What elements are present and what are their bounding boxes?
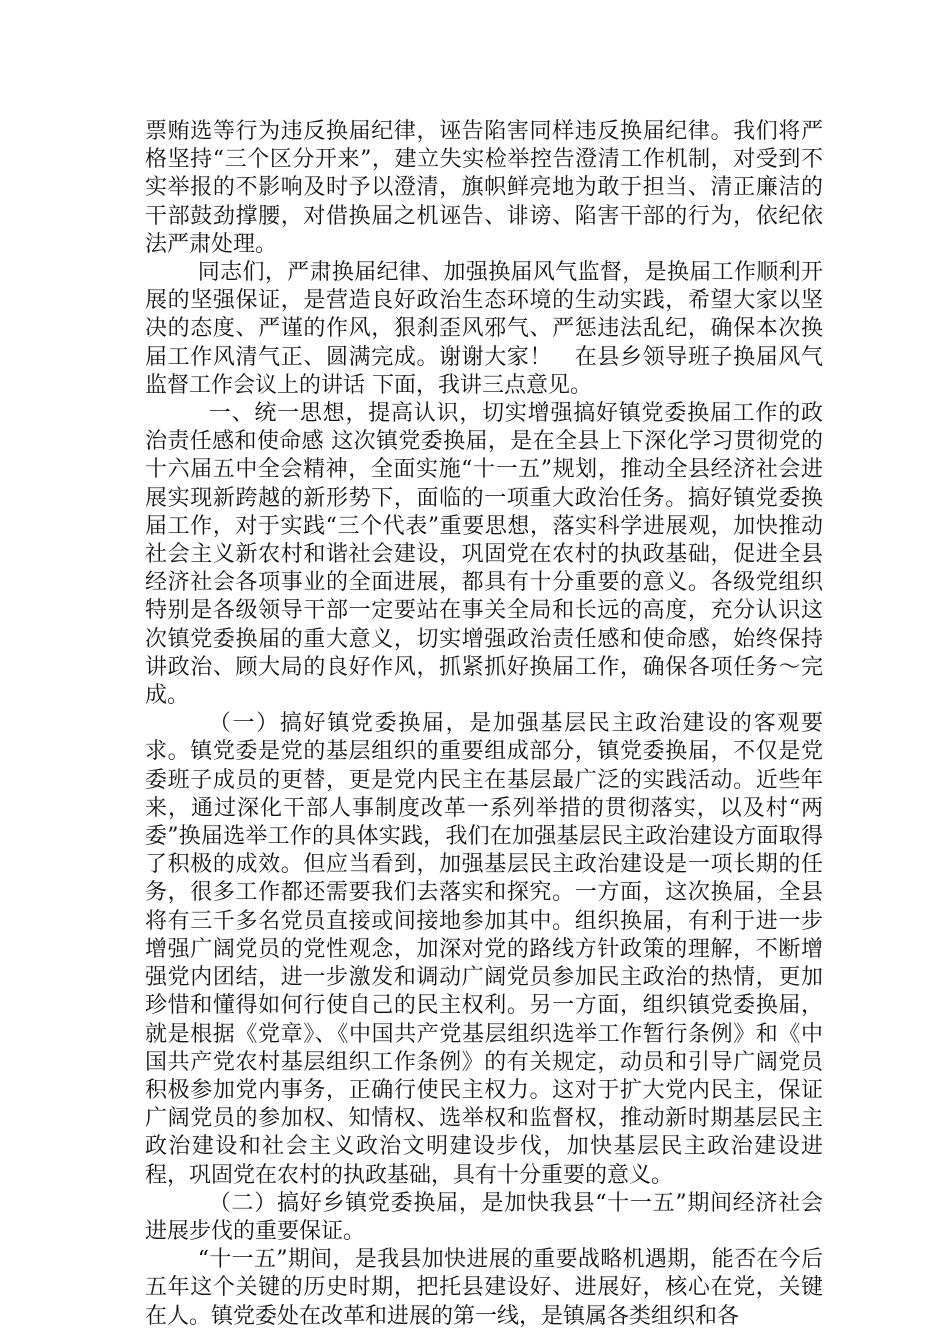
paragraph-5: （二）搞好乡镇党委换届，是加快我县“十一五”期间经济社会进展步伐的重要保证。	[145, 1190, 823, 1244]
paragraph-3: 一、统一思想，提高认识，切实增强搞好镇党委换届工作的政治责任感和使命感 这次镇党委换届，是在全县上下深化学习贯彻党的十六届五中全会精神，全面实施“十一五”规划，推动全县经济社会进展实现新跨越的新形势下，面临的一项重大政治任务。搞好镇党委换届工作，对于实践“三个代表”重要思想，落实科学进展观，加快推动社会主义新农村和谐社会建设，巩固党在农村的执政基础，促进全县经济社会各项事业的全面进展，都具有十分重要的意义。各级党组织特别是各级领导干部一定要站在事关全局和长远的高度，充分认识这次镇党委换届的重大意义，切实增强政治责任感和使命感，始终保持讲政治、顾大局的良好作风，抓紧抓好换届工作，确保各项任务～完成。	[145, 401, 823, 709]
paragraph-2: 同志们，严肃换届纪律、加强换届风气监督，是换届工作顺利开展的坚强保证，是营造良好政治生态环境的生动实践，希望大家以坚决的态度、严谨的作风，狠刹歪风邪气、严惩违法乱纪，确保本次换届工作风清气正、圆满完成。谢谢大家！ 在县乡领导班子换届风气监督工作会议上的讲话 下面，我讲三点意见。	[145, 260, 823, 398]
paragraph-6: “十一五”期间，是我县加快进展的重要战略机遇期，能否在今后五年这个关键的历史时期，把托县建设好、进展好，核心在党，关键在人。镇党委处在改革和进展的第一线，是镇属各类组织和各	[145, 1247, 823, 1329]
paragraph-1: 票贿选等行为违反换届纪律，诬告陷害同样违反换届纪律。我们将严格坚持“三个区分开来”，建立失实检举控告澄清工作机制，对受到不实举报的不影响及时予以澄清，旗帜鲜亮地为敢于担当、清正廉洁的干部鼓劲撑腰，对借换届之机诬告、诽谤、陷害干部的行为，依纪依法严肃处理。	[145, 119, 823, 257]
paragraph-4: （一）搞好镇党委换届，是加强基层民主政治建设的客观要求。镇党委是党的基层组织的重要组成部分，镇党委换届，不仅是党委班子成员的更替，更是党内民主在基层最广泛的实践活动。近些年来，通过深化干部人事制度改革一系列举措的贯彻落实，以及村“两委”换届选举工作的具体实践，我们在加强基层民主政治建设方面取得了积极的成效。但应当看到，加强基层民主政治建设是一项长期的任务，很多工作都还需要我们去落实和探究。一方面，这次换届，全县将有三千多名党员直接或间接地参加其中。组织换届，有利于进一步增强广阔党员的党性观念，加深对党的路线方针政策的理解，不断增强党内团结，进一步激发和调动广阔党员参加民主政治的热情，更加珍惜和懂得如何行使自己的民主权利。另一方面，组织镇党委换届，就是根据《党章》、《中国共产党基层组织选举工作暂行条例》和《中国共产党农村基层组织工作条例》的有关规定，动员和引导广阔党员积极参加党内事务，正确行使民主权力。这对于扩大党内民主，保证广阔党员的参加权、知情权、选举权和监督权，推动新时期基层民主政治建设和社会主义政治文明建设步伐，加快基层民主政治建设进程，巩固党在农村的执政基础，具有十分重要的意义。	[145, 711, 823, 1188]
document-page	[145, 118, 823, 1331]
